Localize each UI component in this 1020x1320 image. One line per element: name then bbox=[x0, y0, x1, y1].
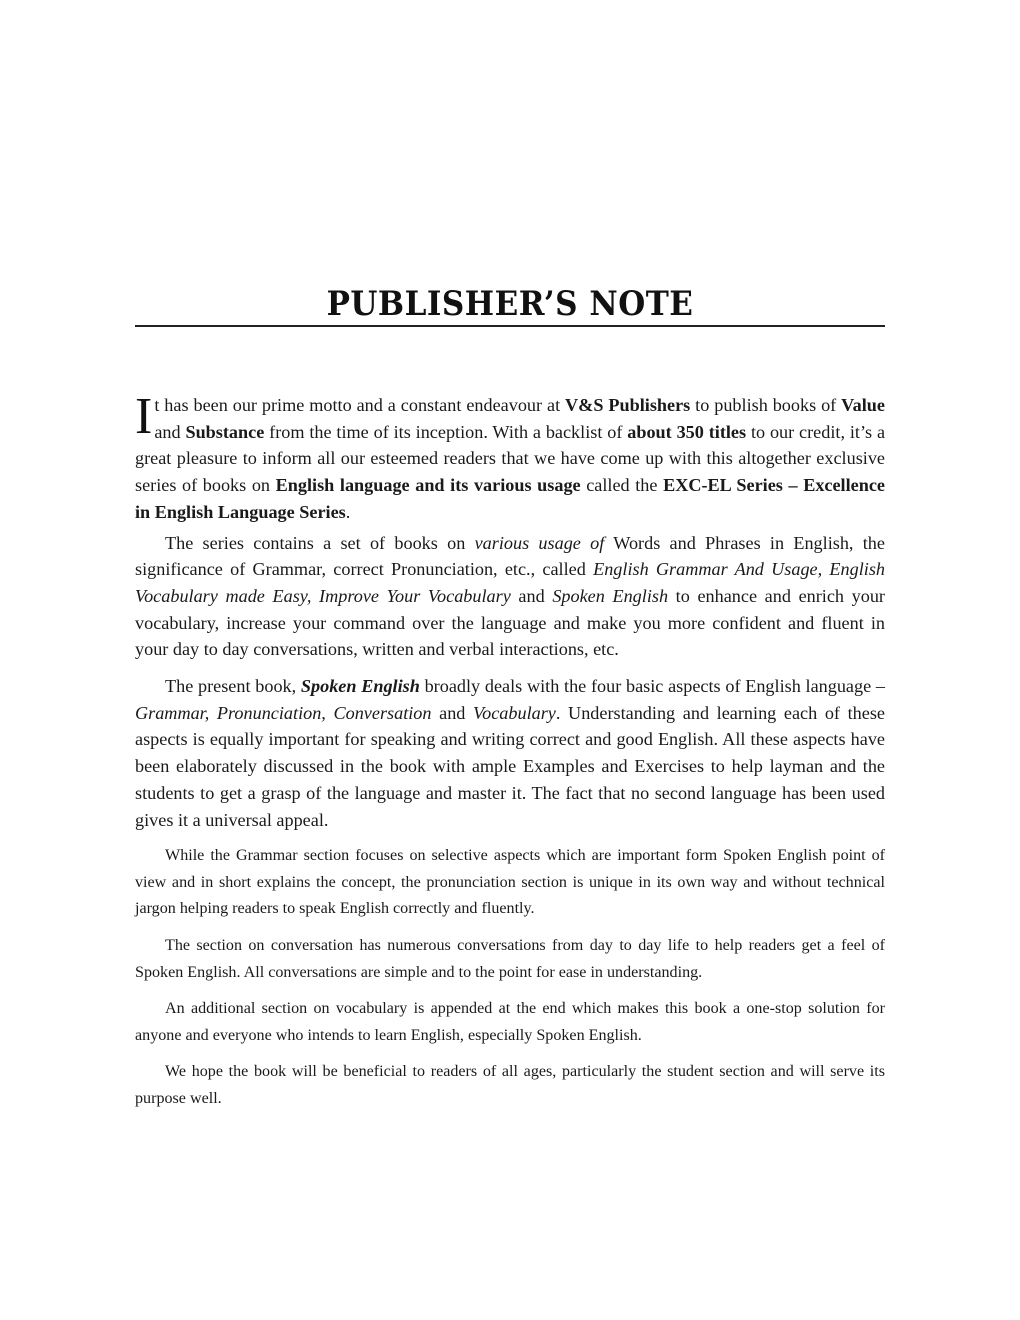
bold-run: EXC-EL Series – Excellence in English Language Series bbox=[135, 475, 885, 522]
text-run: to enhance and enrich your vocabulary, increase your command over the language and make you more confident and fluent in your day to day conversations, written and verbal interactions, etc. bbox=[135, 585, 885, 660]
text-run: and bbox=[154, 421, 186, 442]
bold-run: about 350 titles bbox=[627, 421, 747, 442]
paragraph-closing: We hope the book will be beneficial to readers of all ages, particularly the student section and will serve its purpose well. bbox=[135, 1063, 885, 1107]
bold-run: V&S Publishers bbox=[565, 395, 691, 415]
text-run: from the time of its inception. With a backlist of bbox=[264, 421, 628, 442]
text-run: and bbox=[510, 585, 553, 606]
paragraph-intro bbox=[135, 388, 886, 526]
page-title: PUBLISHER’S NOTE bbox=[326, 284, 694, 324]
text-run: to publish books of bbox=[690, 395, 842, 415]
italic-run: Grammar, Pronunciation, Conversation bbox=[135, 702, 432, 723]
italic-run: various usage of bbox=[474, 532, 605, 553]
bold-italic-run: Spoken English bbox=[300, 676, 420, 697]
paragraph-grammar: While the Grammar section focuses on selective aspects which are important form Spoken English point of view and in short explains the concept, the pronunciation section is unique in its own way and without technical jargon helping readers to speak English correctly and fluently. bbox=[135, 847, 885, 918]
paragraph-conversation: The section on conversation has numerous conversations from day to day life to help readers get a feel of Spoken English. All conversations are simple and to the point for ease in understanding. bbox=[135, 937, 885, 981]
text-run: Words and Phrases in English, the significance of Grammar, correct Pronunciation, etc., called bbox=[135, 532, 885, 580]
italic-run: Spoken English bbox=[552, 585, 669, 606]
italic-run: English Grammar And Usage, English Vocabulary made Easy, Improve Your Vocabulary bbox=[135, 559, 886, 606]
italic-run: Vocabulary bbox=[473, 702, 556, 723]
paragraph-present-book bbox=[135, 673, 885, 833]
text-run: called the bbox=[580, 475, 664, 496]
bold-run: Value bbox=[841, 395, 885, 415]
drop-cap: I bbox=[135, 388, 153, 445]
text-run: The series contains a set of books on bbox=[165, 532, 475, 553]
bold-run: English language and its various usage bbox=[275, 475, 581, 496]
title-rule bbox=[135, 325, 885, 327]
text-run: . Understanding and learning each of these aspects is equally important for speaking and writing correct and good English. All these aspects have been elaborately discussed in the book with ample Examples and Exercises to help layman and the students to get a grasp of the language and master it. The fact that no second language has been used gives it a universal appeal. bbox=[135, 702, 885, 830]
text-run: and bbox=[431, 702, 474, 723]
note-body bbox=[135, 388, 886, 1113]
paragraph-vocabulary: An additional section on vocabulary is appended at the end which makes this book a one-stop solution for anyone and everyone who intends to learn English, especially Spoken English. bbox=[135, 1000, 885, 1044]
text-run: . bbox=[345, 501, 351, 522]
text-run: The present book, bbox=[165, 676, 301, 697]
text-run: t has been our prime motto and a constant endeavour at bbox=[154, 395, 566, 415]
bold-run: Substance bbox=[185, 421, 265, 442]
text-run: broadly deals with the four basic aspects of English language – bbox=[419, 676, 885, 697]
paragraph-series bbox=[135, 530, 885, 664]
text-run: to our credit, it’s a great pleasure to inform all our esteemed readers that we have come up with this altogether exclusive series of books on bbox=[135, 421, 886, 496]
